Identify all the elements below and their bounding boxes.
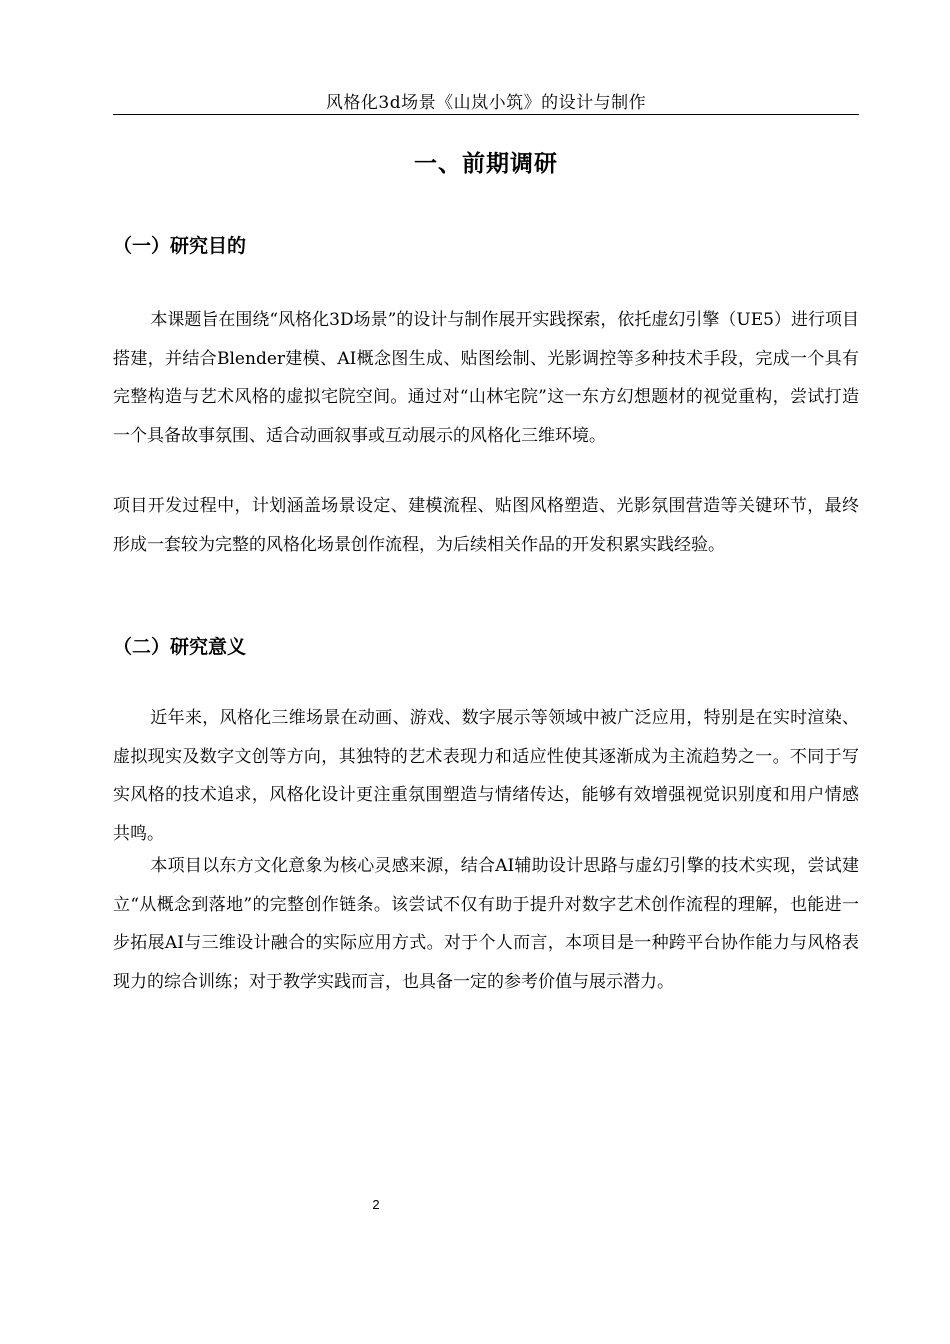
section-heading-significance: （二）研究意义: [113, 636, 247, 658]
header-rule: [113, 114, 859, 115]
paragraph-purpose-1: 本课题旨在围绕“风格化3D场景”的设计与制作展开实践探索，依托虚幻引擎（UE5）进行项目搭建，并结合Blender建模、AI概念图生成、贴图绘制、光影调控等多种技术手段，完成一个具有完整构造与艺术风格的虚拟宅院空间。通过对“山林宅院”这一东方幻想题材的视觉重构，尝试打造一个具备故事氛围、适合动画叙事或互动展示的风格化三维环境。: [113, 310, 859, 446]
paragraph-purpose-2: 项目开发过程中，计划涵盖场景设定、建模流程、贴图风格塑造、光影氛围营造等关键环节，最终形成一套较为完整的风格化场景创作流程，为后续相关作品的开发积累实践经验。: [113, 496, 859, 555]
section-heading-purpose: （一）研究目的: [113, 235, 247, 257]
paragraph-significance-1: 近年来，风格化三维场景在动画、游戏、数字展示等领域中被广泛应用，特别是在实时渲染、虚拟现实及数字文创等方向，其独特的艺术表现力和适应性使其逐渐成为主流趋势之一。不同于写实风格的技术追求，风格化设计更注重氛围塑造与情绪传达，能够有效增强视觉识别度和用户情感共鸣。: [113, 708, 859, 844]
page-number: 2: [372, 1197, 380, 1212]
running-header: 风格化3d场景《山岚小筑》的设计与制作: [325, 93, 647, 113]
chapter-title: 一、前期调研: [414, 151, 558, 177]
paragraph-significance-2: 本项目以东方文化意象为核心灵感来源，结合AI辅助设计思路与虚幻引擎的技术实现，尝试建立“从概念到落地”的完整创作链条。该尝试不仅有助于提升对数字艺术创作流程的理解，也能进一步拓展AI与三维设计融合的实际应用方式。对于个人而言，本项目是一种跨平台协作能力与风格表现力的综合训练；对于教学实践而言，也具备一定的参考价值与展示潜力。: [113, 856, 859, 992]
